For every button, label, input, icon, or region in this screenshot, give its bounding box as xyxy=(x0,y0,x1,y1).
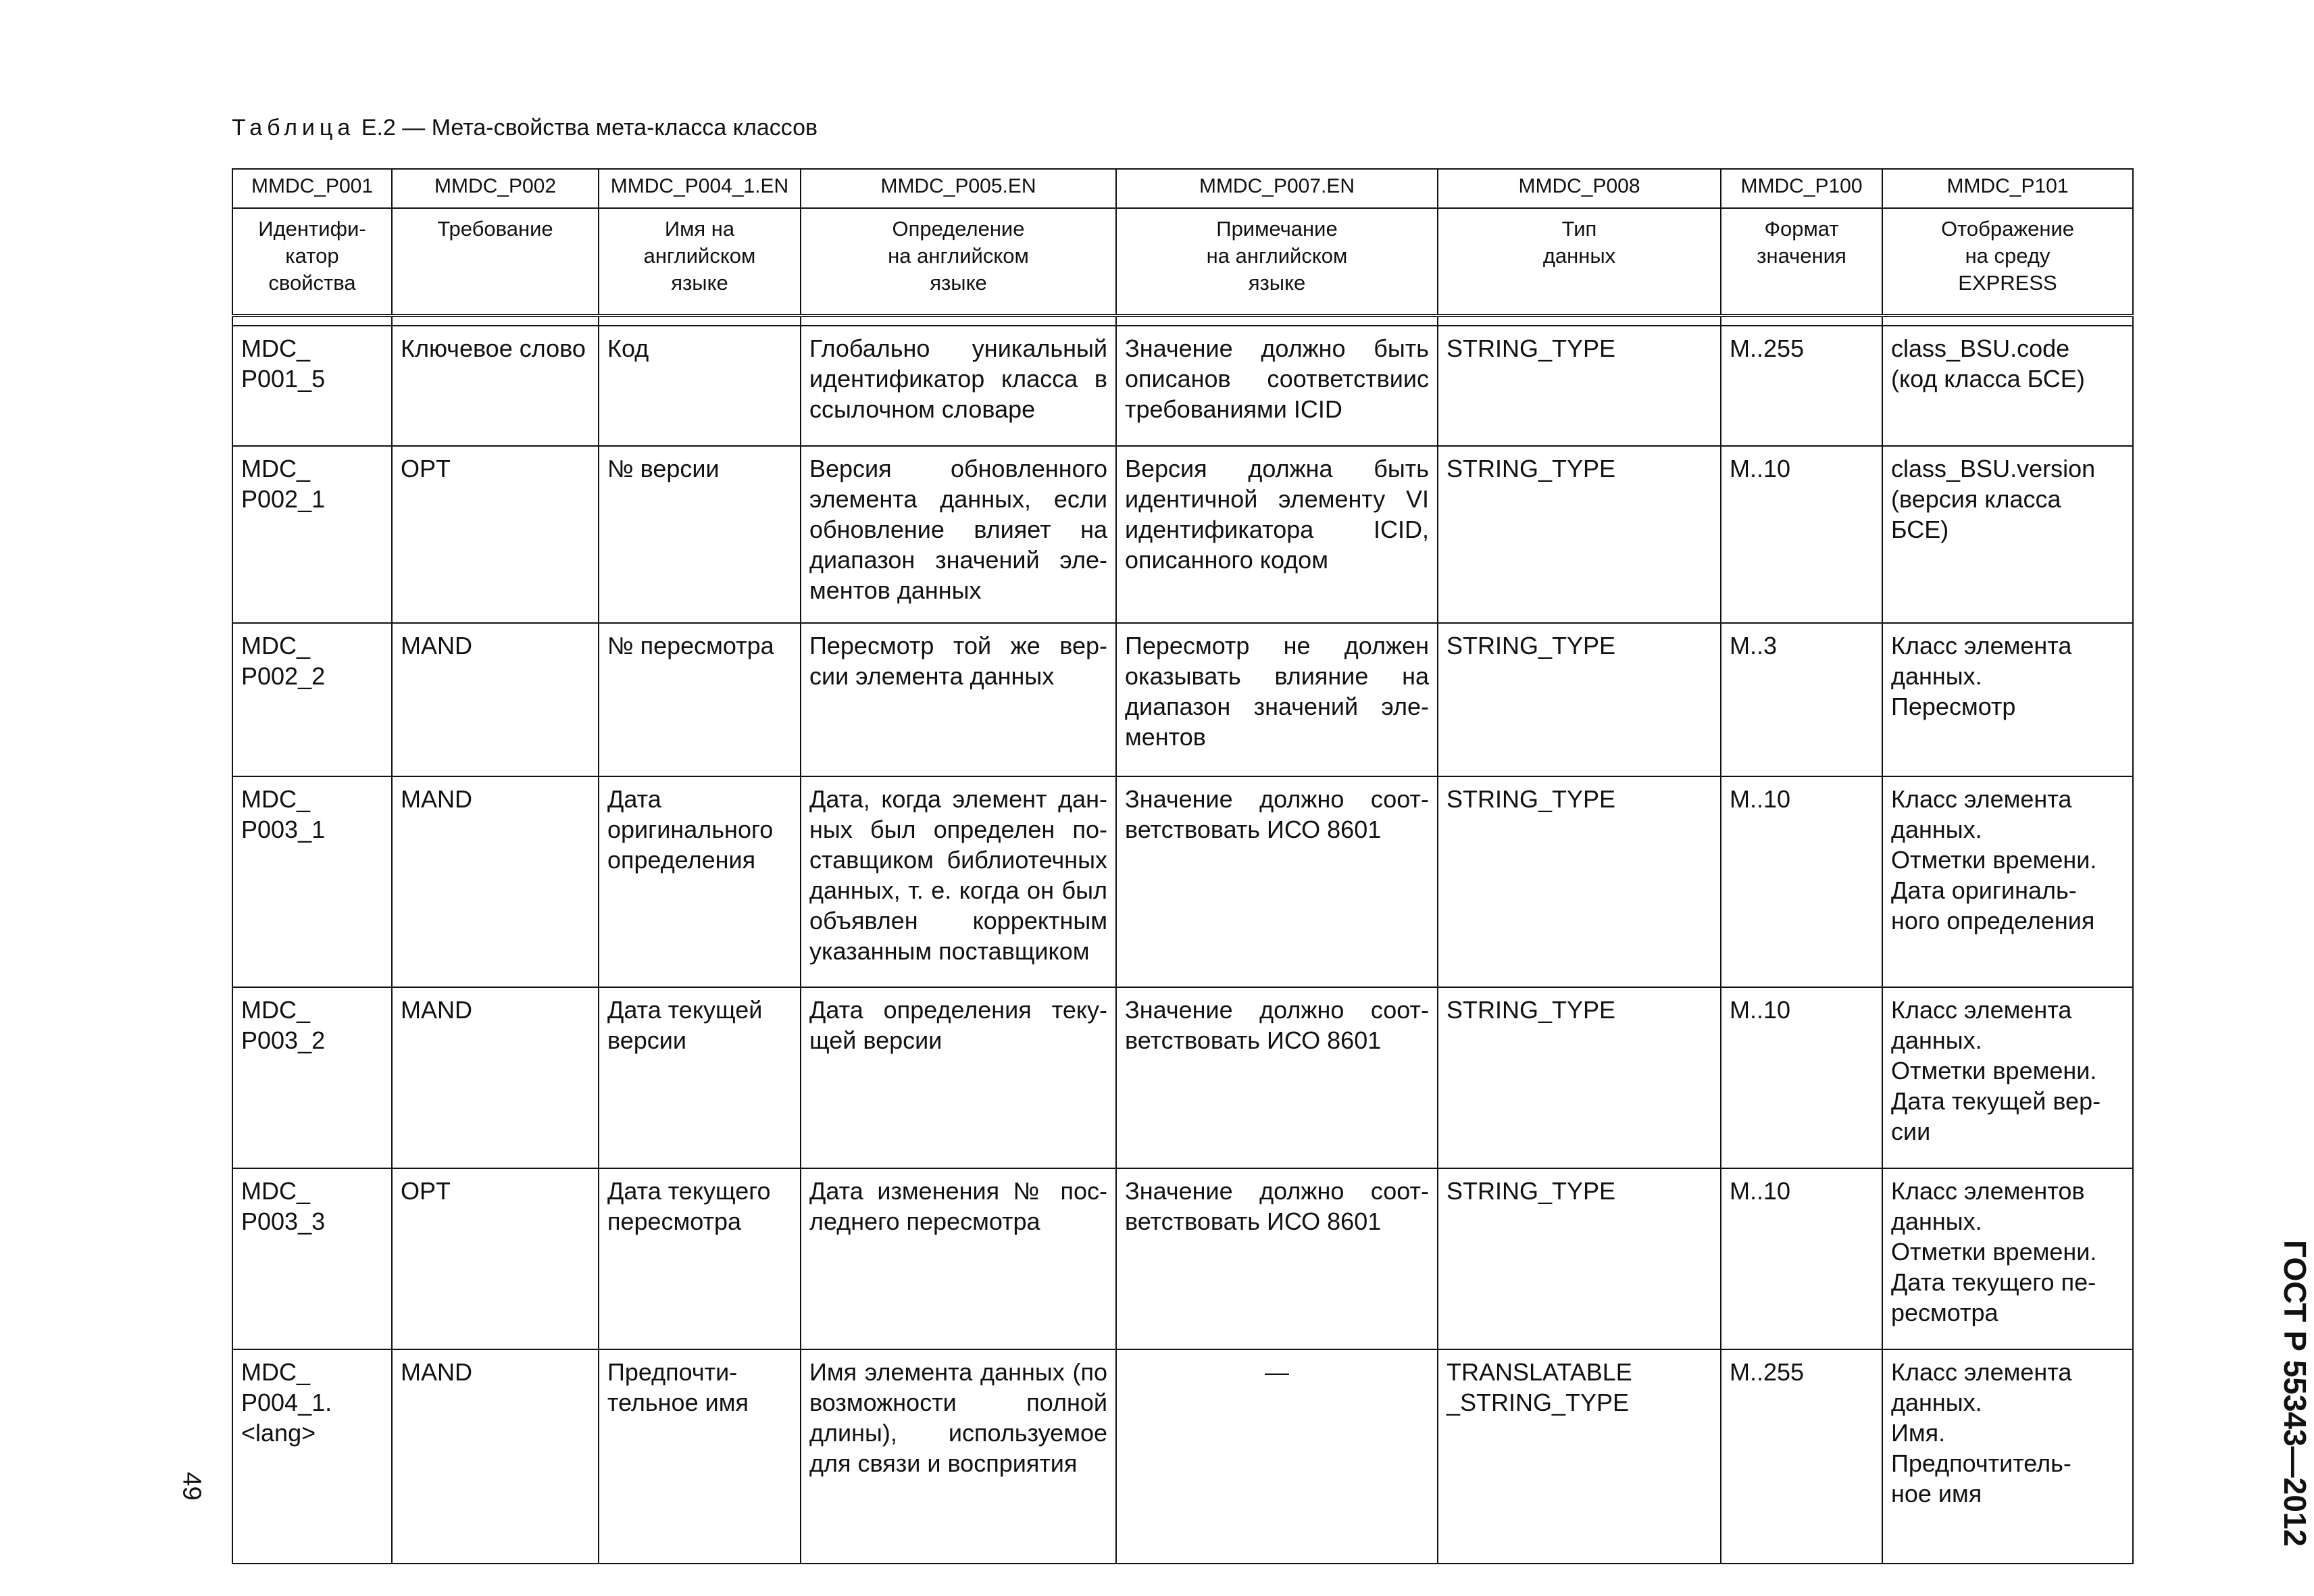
table-row xyxy=(232,326,2133,446)
table-cell: Версия обновленного элемента данных, если обновление влияет на диапазон значений эле-ментов данных xyxy=(801,446,1116,623)
table-cell: Значение должно быть описанов соответствиис требованиями ICID xyxy=(1116,326,1438,446)
table-cell: STRING_TYPE xyxy=(1438,1168,1721,1349)
table-row xyxy=(232,446,2133,623)
table-cell: OPT xyxy=(392,1168,599,1349)
table-cell: Пересмотр той же вер-сии элемента данных xyxy=(801,623,1116,776)
code-cell: MMDC_P005.EN xyxy=(801,169,1116,208)
code-cell: MMDC_P002 xyxy=(392,169,599,208)
table-cell: M..10 xyxy=(1721,1168,1882,1349)
table-cell: class_BSU.code (код класса БСЕ) xyxy=(1882,326,2133,446)
code-cell: MMDC_P100 xyxy=(1721,169,1882,208)
table-cell: MAND xyxy=(392,623,599,776)
code-cell: MMDC_P008 xyxy=(1438,169,1721,208)
table-cell: MDC_ P002_2 xyxy=(232,623,392,776)
table-cell: Дата текущей версии xyxy=(599,987,801,1168)
table-cell: MDC_ P003_1 xyxy=(232,776,392,987)
header-cell: Идентифи- катор свойства xyxy=(232,208,392,316)
table-cell: MAND xyxy=(392,987,599,1168)
caption-number: Е.2 xyxy=(361,115,396,141)
page-number: 49 xyxy=(177,1472,206,1501)
table-row xyxy=(232,1349,2133,1564)
table-row xyxy=(232,776,2133,987)
table-cell: MDC_ P001_5 xyxy=(232,326,392,446)
header-row xyxy=(232,208,2133,316)
table-cell: Код xyxy=(599,326,801,446)
table-cell: Класс элемента данных. Пересмотр xyxy=(1882,623,2133,776)
header-cell: Имя на английском языке xyxy=(599,208,801,316)
table-cell: Дата оригинального определения xyxy=(599,776,801,987)
table-cell: MDC_ P004_1. <lang> xyxy=(232,1349,392,1564)
table-cell: Класс элемента данных. Отметки времени. Дата текущей вер- сии xyxy=(1882,987,2133,1168)
table-cell: OPT xyxy=(392,446,599,623)
table-cell: Пересмотр не должен оказывать влияние на диапазон значений эле-ментов xyxy=(1116,623,1438,776)
table-cell: STRING_TYPE xyxy=(1438,326,1721,446)
table-cell: № версии xyxy=(599,446,801,623)
table-cell: Ключевое слово xyxy=(392,326,599,446)
table-row xyxy=(232,623,2133,776)
table-cell: — xyxy=(1116,1349,1438,1564)
table-cell: MAND xyxy=(392,1349,599,1564)
header-cell: Требование xyxy=(392,208,599,316)
table-row xyxy=(232,1168,2133,1349)
table-cell: Дата определения теку-щей версии xyxy=(801,987,1116,1168)
table-cell: TRANSLATABLE _STRING_TYPE xyxy=(1438,1349,1721,1564)
table-caption xyxy=(232,115,818,141)
table-cell: M..255 xyxy=(1721,326,1882,446)
table-cell: Значение должно соот-ветствовать ИСО 8601 xyxy=(1116,987,1438,1168)
code-cell: MMDC_P101 xyxy=(1882,169,2133,208)
header-cell: Отображение на среду EXPRESS xyxy=(1882,208,2133,316)
code-cell: MMDC_P001 xyxy=(232,169,392,208)
table-cell: Предпочти- тельное имя xyxy=(599,1349,801,1564)
table-cell: Дата текущего пересмотра xyxy=(599,1168,801,1349)
caption-label: Таблица xyxy=(232,115,355,141)
header-cell: Формат значения xyxy=(1721,208,1882,316)
table-cell: MDC_ P003_2 xyxy=(232,987,392,1168)
table-row xyxy=(232,987,2133,1168)
table-cell: Класс элемента данных. Имя. Предпочтитель- ное имя xyxy=(1882,1349,2133,1564)
table-cell: STRING_TYPE xyxy=(1438,623,1721,776)
table-cell: M..10 xyxy=(1721,776,1882,987)
table-cell: STRING_TYPE xyxy=(1438,446,1721,623)
header-cell: Примечание на английском языке xyxy=(1116,208,1438,316)
table-cell: Значение должно соот-ветствовать ИСО 8601 xyxy=(1116,1168,1438,1349)
table-cell: M..10 xyxy=(1721,446,1882,623)
table-cell: MAND xyxy=(392,776,599,987)
table-cell: MDC_ P002_1 xyxy=(232,446,392,623)
table-cell: M..255 xyxy=(1721,1349,1882,1564)
table-cell: Класс элементов данных. Отметки времени. Дата текущего пе- ресмотра xyxy=(1882,1168,2133,1349)
standard-designation: ГОСТ Р 55343—2012 xyxy=(2277,1240,2313,1547)
table-cell: Версия должна быть идентичной элементу VI идентификатора ICID, описанного кодом xyxy=(1116,446,1438,623)
table-cell: Значение должно соот-ветствовать ИСО 8601 xyxy=(1116,776,1438,987)
table-cell: M..3 xyxy=(1721,623,1882,776)
header-cell: Определение на английском языке xyxy=(801,208,1116,316)
table-cell: Класс элемента данных. Отметки времени. Дата оригиналь- ного определения xyxy=(1882,776,2133,987)
table-cell: № пересмотра xyxy=(599,623,801,776)
table-cell: class_BSU.version (версия класса БСЕ) xyxy=(1882,446,2133,623)
table-cell: Дата, когда элемент дан-ных был определен по-ставщиком библиотечных данных, т. е. когда он был объявлен корректным указанным поставщиком xyxy=(801,776,1116,987)
table-cell: Глобально уникальный идентификатор класса в ссылочном словаре xyxy=(801,326,1116,446)
header-separator xyxy=(232,316,2133,326)
table-cell: Имя элемента данных (по возможности полной длины), используемое для связи и восприятия xyxy=(801,1349,1116,1564)
code-row xyxy=(232,169,2133,208)
caption-title: — Мета-свойства мета-класса классов xyxy=(402,115,818,141)
table-cell: Дата изменения № пос-леднего пересмотра xyxy=(801,1168,1116,1349)
header-cell: Тип данных xyxy=(1438,208,1721,316)
code-cell: MMDC_P007.EN xyxy=(1116,169,1438,208)
table-cell: M..10 xyxy=(1721,987,1882,1168)
code-cell: MMDC_P004_1.EN xyxy=(599,169,801,208)
table-cell: STRING_TYPE xyxy=(1438,776,1721,987)
meta-properties-table xyxy=(232,168,2134,1564)
table-cell: MDC_ P003_3 xyxy=(232,1168,392,1349)
table-cell: STRING_TYPE xyxy=(1438,987,1721,1168)
